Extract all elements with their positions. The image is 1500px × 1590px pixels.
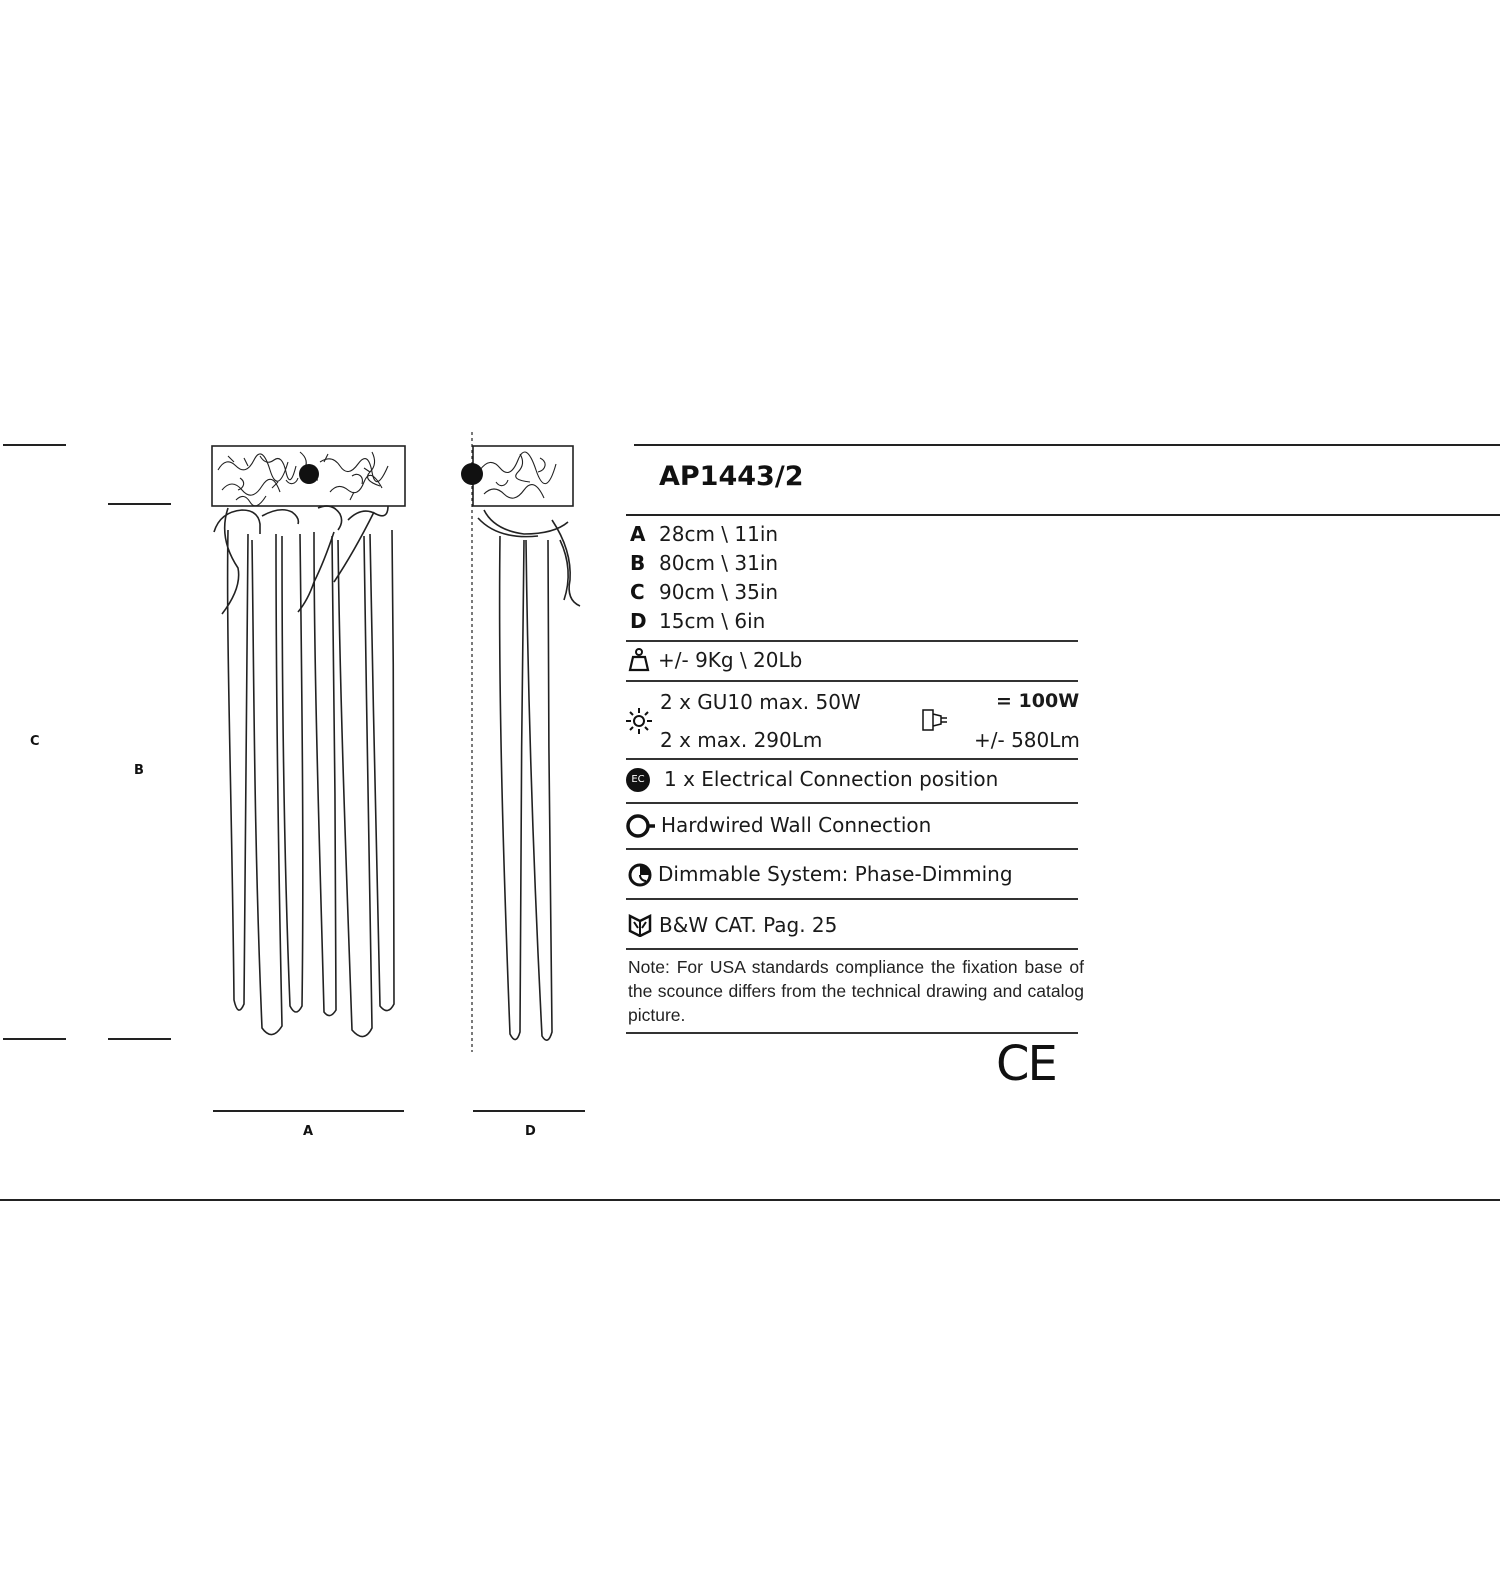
ec-badge-text: EC: [631, 774, 645, 785]
spec-rule-5: [626, 848, 1078, 850]
dim-label-b: B: [134, 763, 144, 778]
dim-value-a: 28cm \ 11in: [659, 522, 779, 546]
dimmable-icon: [627, 862, 653, 888]
side-drop-1: [500, 536, 524, 1040]
front-drop-5: [338, 536, 372, 1037]
lighting-lumens-total: +/- 580Lm: [974, 728, 1080, 752]
weight-value: +/- 9Kg \ 20Lb: [658, 648, 803, 672]
spec-rule-1: [626, 640, 1078, 642]
dim-value-d: 15cm \ 6in: [659, 609, 766, 633]
page-bottom-rule: [0, 1199, 1500, 1201]
front-view: [212, 446, 405, 1037]
side-base-plate: [473, 446, 573, 506]
dim-letter-b: B: [630, 551, 646, 575]
ec-badge-icon: [626, 768, 650, 792]
lighting-bulbs: 2 x GU10 max. 50W: [660, 690, 861, 714]
spec-rule-8: [626, 1032, 1078, 1034]
spec-top-rule: [634, 444, 1500, 446]
dim-label-d: D: [525, 1124, 536, 1139]
front-drop-4: [314, 532, 336, 1016]
wall-connection: Hardwired Wall Connection: [661, 813, 932, 837]
model-code: AP1443/2: [659, 461, 804, 492]
front-drop-6: [370, 530, 394, 1011]
usa-compliance-note: Note: For USA standards compliance the fixation base of the scounce differs from the technical drawing and catalog picture.: [628, 957, 1084, 1025]
lighting-lumens-each: 2 x max. 290Lm: [660, 728, 823, 752]
side-view: [461, 432, 580, 1052]
front-ec-badge: [299, 464, 319, 484]
spec-rule-6: [626, 898, 1078, 900]
front-drop-3: [282, 534, 303, 1012]
spec-rule-2: [626, 680, 1078, 682]
dim-letter-a: A: [630, 522, 646, 546]
dim-letter-c: C: [630, 580, 645, 604]
side-ec-badge: [461, 463, 483, 485]
catalog-reference: B&W CAT. Pag. 25: [659, 913, 838, 937]
catalog-icon: [628, 913, 652, 937]
hardwired-ring-icon: [625, 812, 655, 840]
side-drop-2: [526, 540, 552, 1040]
lighting-total-power: = 100W: [996, 690, 1080, 712]
dim-value-b: 80cm \ 31in: [659, 551, 779, 575]
ce-mark-icon: [996, 1036, 1056, 1092]
spec-rule-7: [626, 948, 1078, 950]
dim-label-a: A: [303, 1124, 314, 1139]
weight-icon: [628, 648, 650, 672]
spec-rule-3: [626, 758, 1078, 760]
spec-title-rule: [626, 514, 1500, 516]
dim-letter-d: D: [630, 609, 647, 633]
gu10-bulb-icon: [921, 708, 951, 732]
ce-mark-text: CE: [996, 1036, 1056, 1092]
bulb-sun-icon: [625, 707, 653, 735]
front-drop-2: [252, 534, 282, 1035]
dim-value-c: 90cm \ 35in: [659, 580, 779, 604]
dimming-system: Dimmable System: Phase-Dimming: [658, 862, 1013, 886]
connection-position: 1 x Electrical Connection position: [664, 767, 999, 791]
spec-rule-4: [626, 802, 1078, 804]
dim-label-c: C: [30, 734, 40, 749]
